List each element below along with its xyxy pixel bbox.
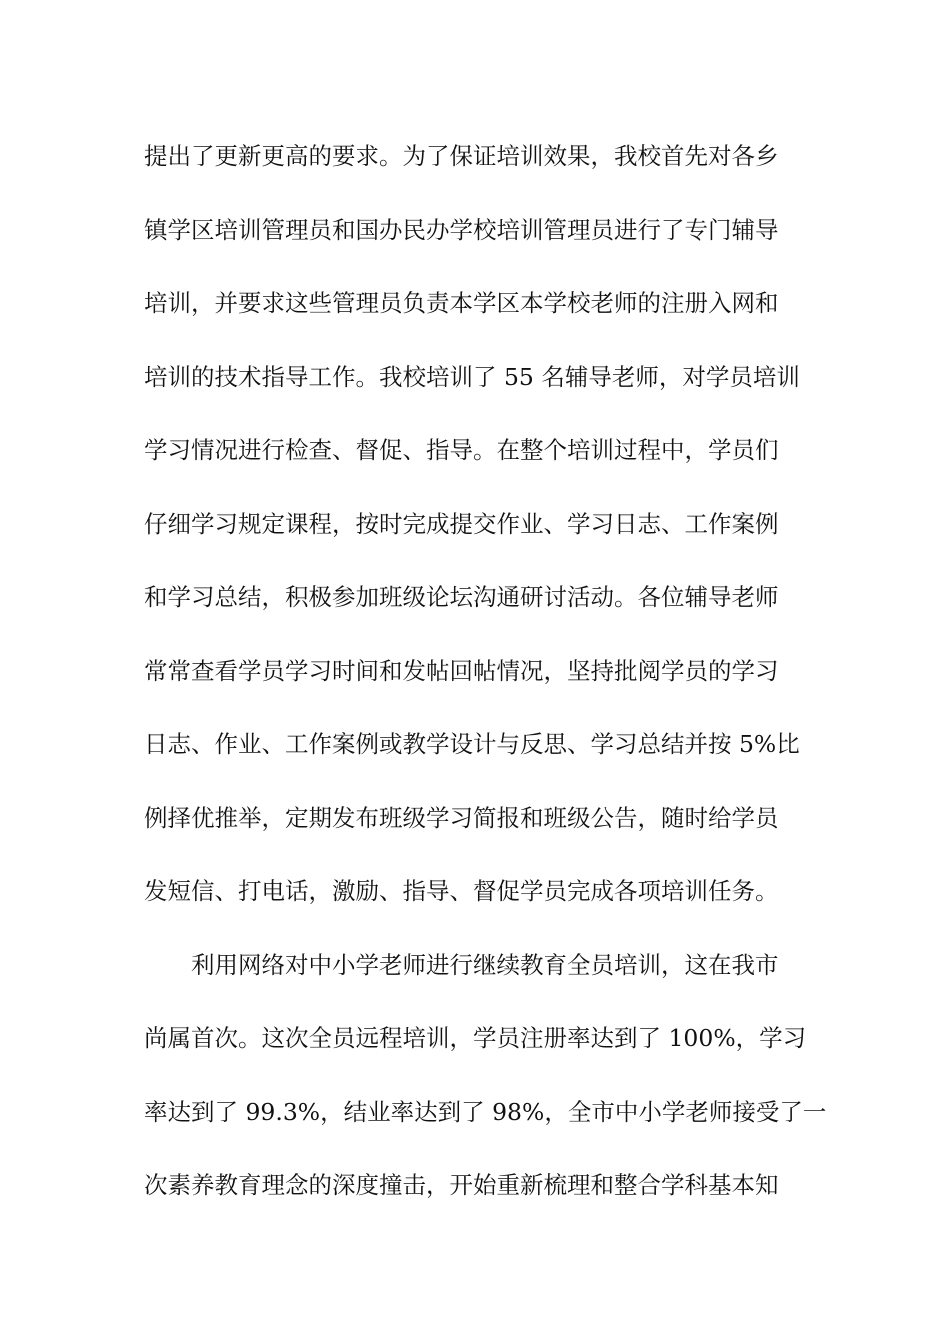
- text-line: 尚属首次。这次全员远程培训，学员注册率达到了 100%，学习: [144, 1024, 807, 1052]
- text-line: 提出了更新更高的要求。为了保证培训效果，我校首先对各乡: [144, 142, 779, 170]
- text-line: 培训的技术指导工作。我校培训了 55 名辅导老师，对学员培训: [144, 362, 800, 391]
- text-line: 学习情况进行检查、督促、指导。在整个培训过程中，学员们: [144, 436, 779, 464]
- text-line: 镇学区培训管理员和国办民办学校培训管理员进行了专门辅导: [144, 215, 779, 244]
- paragraph-first-line: 利用网络对中小学老师进行继续教育全员培训，这在我市: [191, 950, 779, 979]
- text-line: 率达到了 99.3%，结业率达到了 98%，全市中小学老师接受了一: [144, 1097, 827, 1126]
- text-line: 培训，并要求这些管理员负责本学区本学校老师的注册入网和: [144, 289, 779, 317]
- text-line: 例择优推举，定期发布班级学习简报和班级公告，随时给学员: [144, 803, 779, 832]
- text-line: 次素养教育理念的深度撞击，开始重新梳理和整合学科基本知: [144, 1171, 779, 1199]
- text-line: 常常查看学员学习时间和发帖回帖情况，坚持批阅学员的学习: [144, 656, 779, 685]
- text-line: 发短信、打电话，激励、指导、督促学员完成各项培训任务。: [144, 877, 779, 905]
- body-text: [144, 126, 827, 1229]
- text-line: 和学习总结，积极参加班级论坛沟通研讨活动。各位辅导老师: [144, 583, 779, 611]
- text-line: 日志、作业、工作案例或教学设计与反思、学习总结并按 5%比: [144, 730, 800, 758]
- text-line: 仔细学习规定课程，按时完成提交作业、学习日志、工作案例: [144, 509, 779, 538]
